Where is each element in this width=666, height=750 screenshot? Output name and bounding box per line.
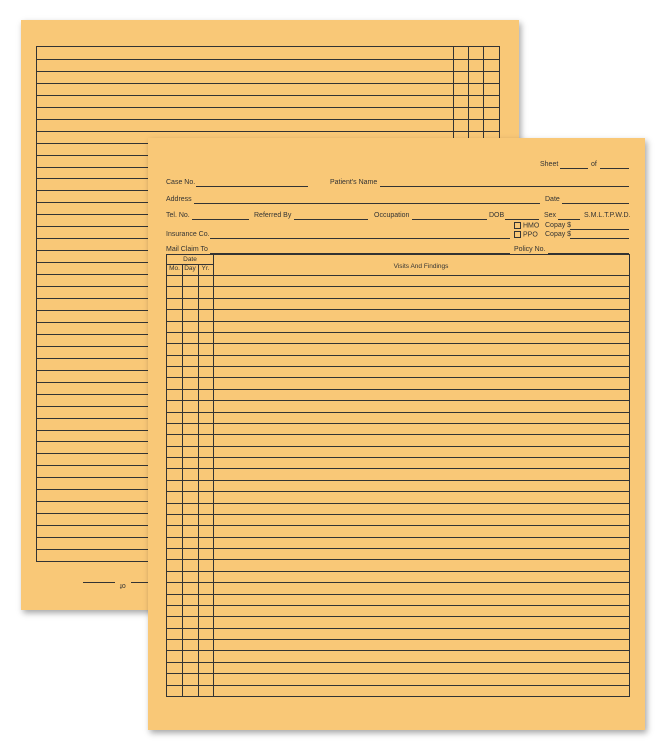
sex-label: Sex	[544, 212, 557, 219]
visit-row-rule	[167, 525, 629, 526]
table-column-rule	[182, 264, 183, 696]
visit-row-rule	[167, 434, 629, 435]
back-table-rule	[37, 71, 499, 72]
visit-row-rule	[167, 400, 629, 401]
insurance-co-field[interactable]	[210, 238, 510, 239]
visit-row-rule	[167, 639, 629, 640]
back-table-rule	[37, 107, 499, 108]
visit-row-rule	[167, 503, 629, 504]
dob-label: DOB	[489, 212, 505, 219]
sheet-label: Sheet	[540, 161, 559, 168]
sex-field[interactable]	[558, 219, 580, 220]
visit-row-rule	[167, 628, 629, 629]
of-number-field[interactable]	[600, 168, 629, 169]
visit-row-rule	[167, 423, 629, 424]
visit-row-rule	[167, 355, 629, 356]
visit-row-rule	[167, 650, 629, 651]
table-header-divider	[167, 275, 629, 276]
visit-row-rule	[167, 343, 629, 344]
patient-name-field[interactable]	[380, 186, 629, 187]
insurance-co-label: Insurance Co.	[166, 231, 210, 238]
case-no-field[interactable]	[196, 186, 308, 187]
visit-row-rule	[167, 685, 629, 686]
year-column-header: Yr.	[201, 265, 210, 272]
back-table-rule	[37, 131, 499, 132]
month-column-header: Mo.	[169, 265, 180, 272]
date-label: Date	[545, 196, 560, 203]
visit-row-rule	[167, 309, 629, 310]
visit-row-rule	[167, 389, 629, 390]
visit-row-rule	[167, 298, 629, 299]
visits-findings-table	[166, 254, 630, 697]
ppo-label: PPO	[523, 231, 538, 239]
table-column-rule	[213, 255, 214, 696]
table-column-rule	[198, 264, 199, 696]
visit-row-rule	[167, 446, 629, 447]
visit-row-rule	[167, 377, 629, 378]
back-of-number-line[interactable]	[83, 582, 115, 583]
dob-field[interactable]	[505, 219, 539, 220]
tel-no-field[interactable]	[192, 219, 249, 220]
hmo-option[interactable]	[514, 222, 539, 229]
visit-row-rule	[167, 548, 629, 549]
mail-claim-to-label: Mail Claim To	[166, 246, 208, 253]
day-column-header: Day	[184, 265, 196, 272]
ppo-checkbox[interactable]	[514, 231, 521, 238]
of-label: of	[591, 161, 597, 168]
occupation-field[interactable]	[412, 219, 487, 220]
case-no-label: Case No.	[166, 179, 196, 186]
visit-row-rule	[167, 662, 629, 663]
visit-row-rule	[167, 616, 629, 617]
back-of-label: of	[119, 582, 126, 589]
back-table-rule	[37, 95, 499, 96]
visit-row-rule	[167, 332, 629, 333]
hmo-checkbox[interactable]	[514, 222, 521, 229]
sheet-number-field[interactable]	[560, 168, 588, 169]
copay-label-1: Copay $	[545, 222, 572, 229]
ppo-option[interactable]	[514, 231, 538, 238]
visit-row-rule	[167, 286, 629, 287]
date-field[interactable]	[562, 203, 629, 204]
tel-no-label: Tel. No.	[166, 212, 190, 219]
visit-row-rule	[167, 468, 629, 469]
visit-row-rule	[167, 321, 629, 322]
hmo-label: HMO	[523, 222, 540, 230]
front-record-sheet	[148, 138, 645, 730]
visit-row-rule	[167, 366, 629, 367]
date-column-header: Date	[183, 256, 197, 263]
address-field[interactable]	[194, 203, 540, 204]
address-label: Address	[166, 196, 192, 203]
patient-name-label: Patient's Name	[330, 179, 378, 186]
visit-row-rule	[167, 480, 629, 481]
visit-row-rule	[167, 491, 629, 492]
referred-by-label: Referred By	[254, 212, 292, 219]
visit-row-rule	[167, 457, 629, 458]
visit-row-rule	[167, 571, 629, 572]
visit-row-rule	[167, 582, 629, 583]
copay-label-2: Copay $	[545, 231, 572, 238]
back-table-rule	[37, 83, 499, 84]
visit-row-rule	[167, 514, 629, 515]
copay-field-1[interactable]	[570, 229, 629, 230]
visit-row-rule	[167, 559, 629, 560]
referred-by-field[interactable]	[294, 219, 368, 220]
back-table-rule	[37, 59, 499, 60]
visit-row-rule	[167, 605, 629, 606]
visits-findings-header: Visits And Findings	[393, 263, 449, 270]
visit-row-rule	[167, 537, 629, 538]
visit-row-rule	[167, 594, 629, 595]
visit-row-rule	[167, 673, 629, 674]
policy-no-label: Policy No.	[514, 246, 546, 253]
copay-field-2[interactable]	[570, 238, 629, 239]
date-header-divider	[167, 264, 213, 265]
back-table-rule	[37, 119, 499, 120]
marital-codes-label: S.M.L.T.P.W.D.	[584, 212, 631, 219]
visit-row-rule	[167, 412, 629, 413]
occupation-label: Occupation	[374, 212, 410, 219]
